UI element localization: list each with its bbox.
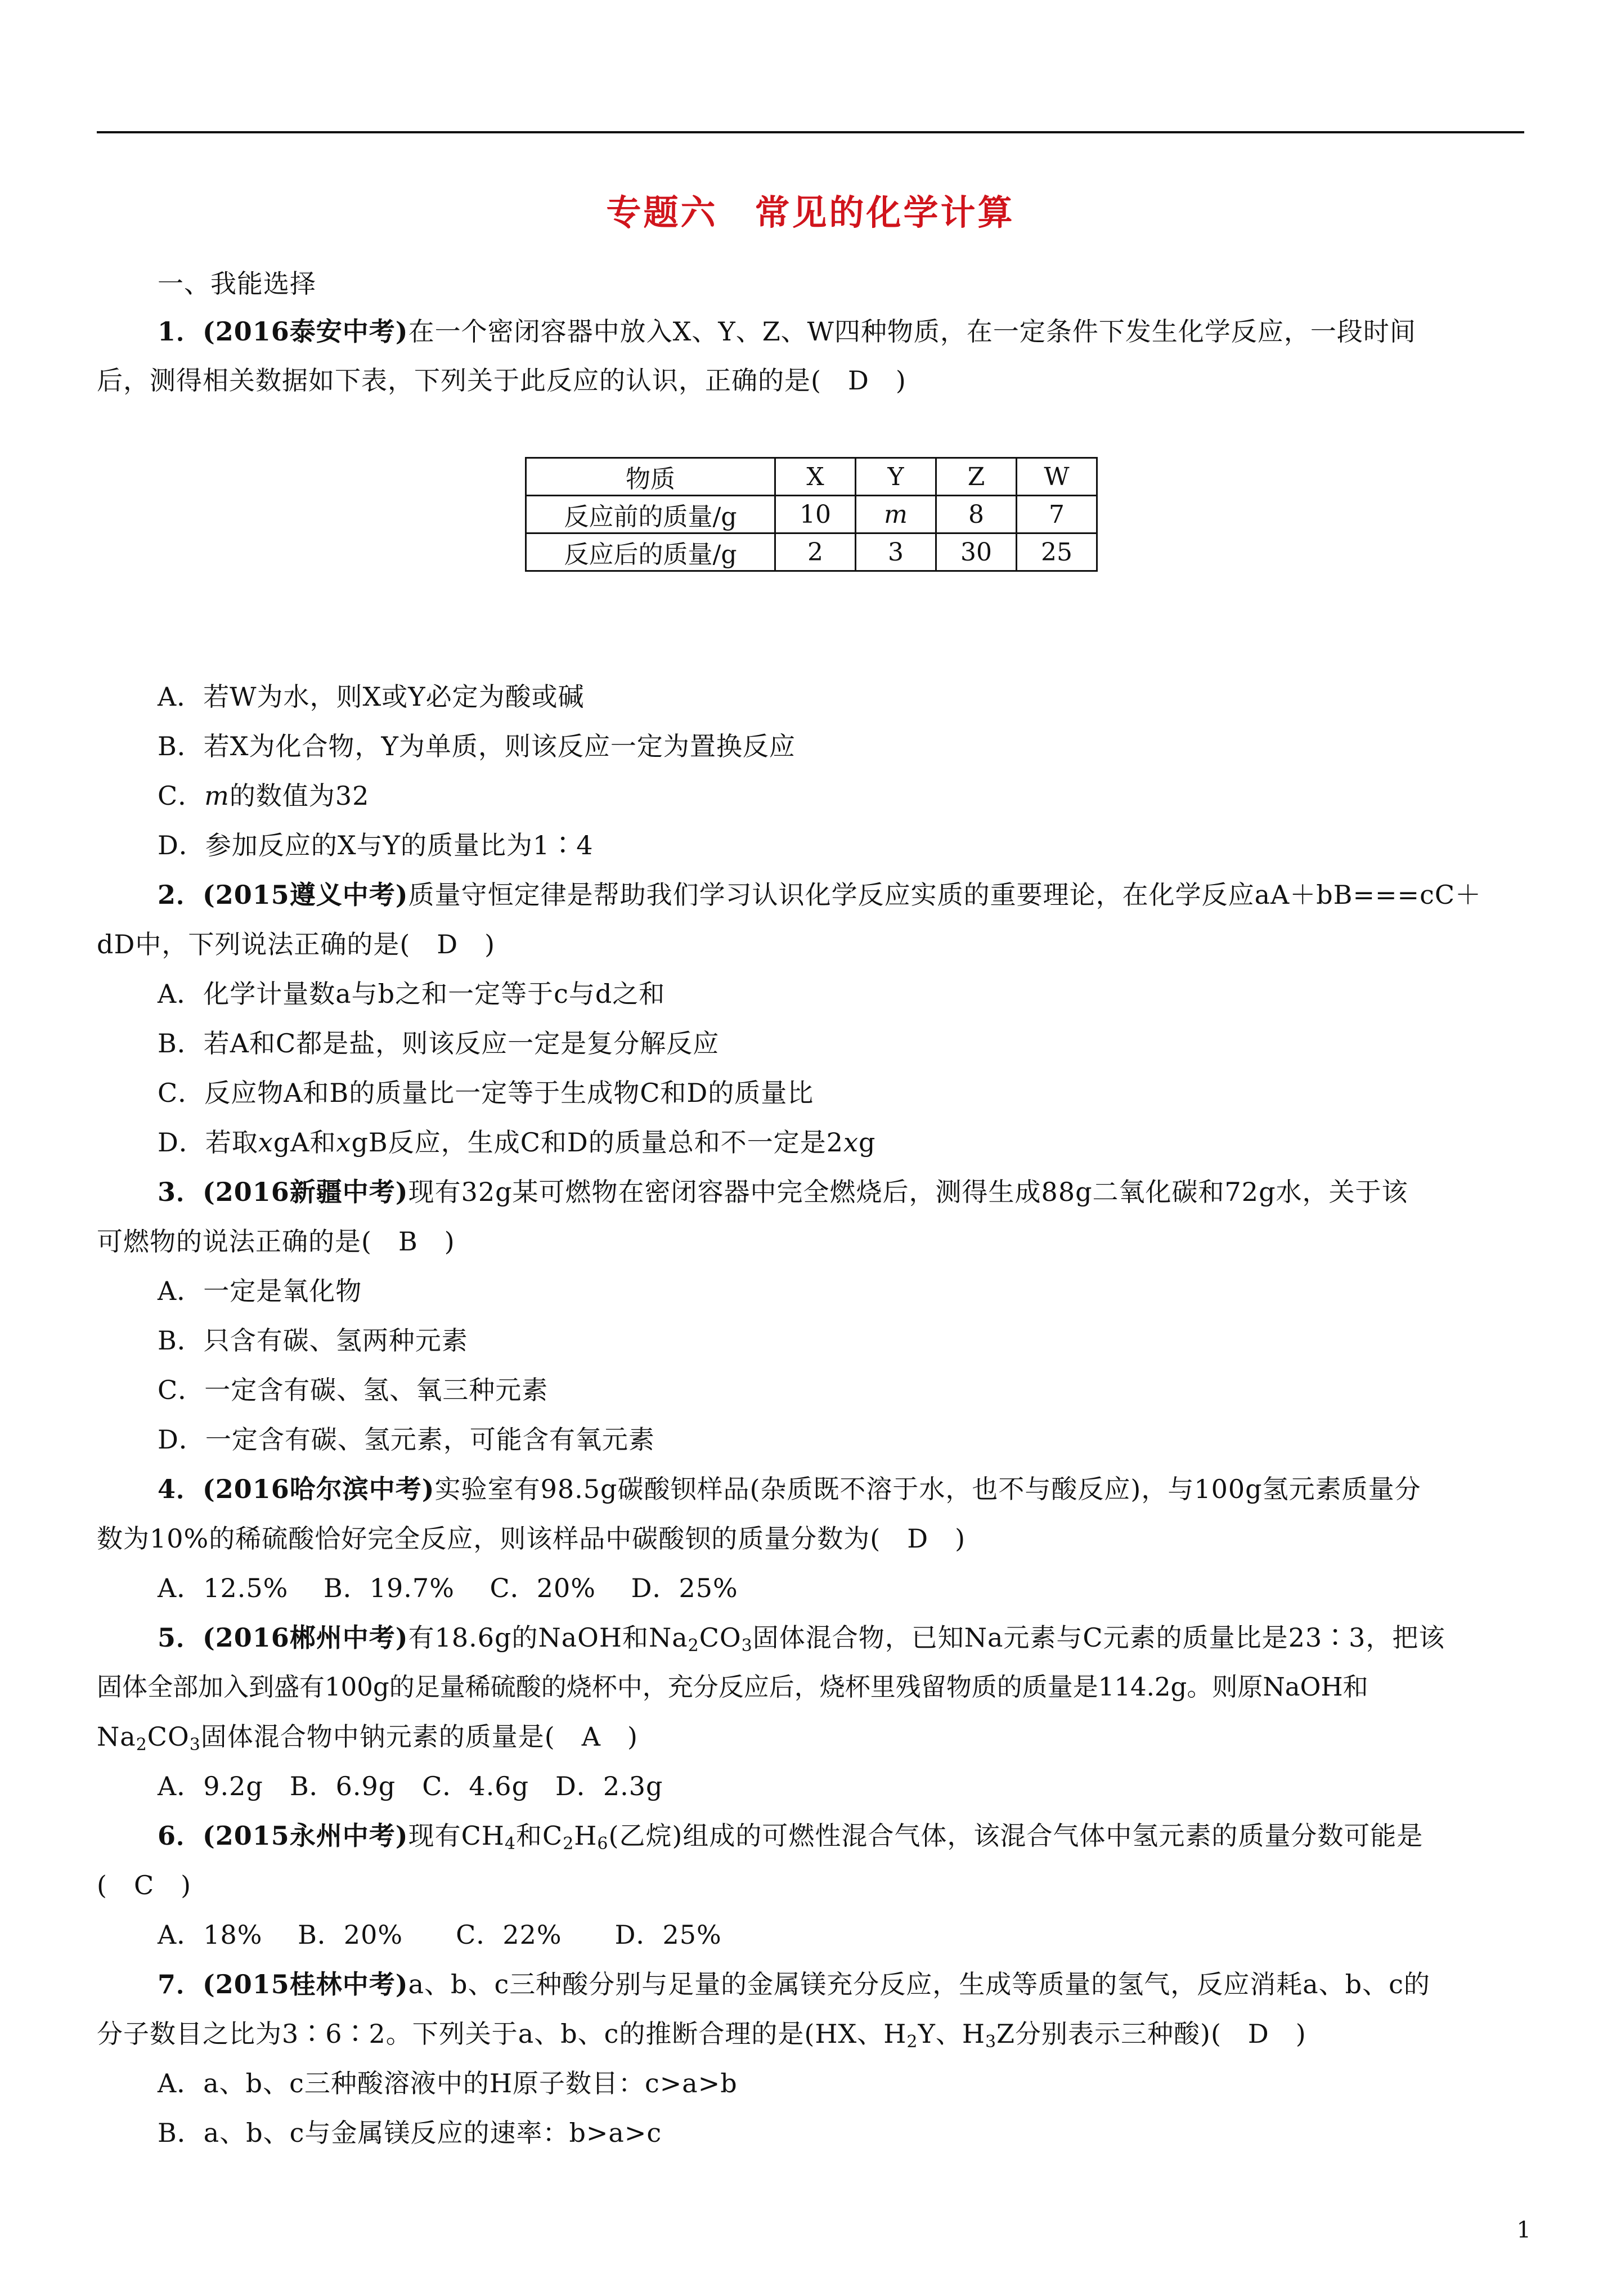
question-source: (2015桂林中考) [203,1969,408,1999]
question-7-line-1 [158,1967,1430,2001]
option-a: A．化学计量数a与b之和一定等于c与d之和 [158,979,666,1009]
table-cell: Z [936,458,1017,496]
variable-m: m [884,500,908,529]
question-number: 4． [158,1474,203,1504]
question-4-line-2: 数为10%的稀硫酸恰好完全反应，则该样品中碳酸钡的质量分数为( D ) [97,1523,966,1554]
variable-x: x [258,1127,273,1158]
question-text: 在一个密闭容器中放入X、Y、Z、W四种物质，在一定条件下发生化学反应，一段时间 [408,316,1416,347]
subscript: 2 [688,1636,699,1656]
table-cell: 25 [1017,533,1097,571]
question-5-line-3 [97,1720,638,1762]
variable-m: m [204,781,230,811]
question-source: (2015永州中考) [203,1820,408,1851]
subscript: 3 [985,2032,997,2052]
question-text: 固体混合物中钠元素的质量是( A ) [200,1721,638,1752]
question-text: 质量守恒定律是帮助我们学习认识化学反应实质的重要理论，在化学反应aA＋bB===cC＋ [408,880,1482,910]
question-text: Y、H [918,2019,985,2049]
question-text: Na [97,1721,136,1752]
question-source: (2016哈尔滨中考) [203,1474,435,1504]
table-cell: Y [856,458,936,496]
question-text: a、b、c三种酸分别与足量的金属镁充分反应，生成等质量的氢气，反应消耗a、b、c的 [408,1969,1430,1999]
page-number: 1 [1516,2217,1531,2243]
option-c [158,779,369,813]
question-number: 1． [158,316,203,347]
subscript: 6 [597,1834,609,1854]
option-text: D．若取 [158,1127,258,1158]
table-cell: 8 [936,496,1017,533]
variable-x: x [336,1127,352,1158]
question-7-line-2 [97,2017,1306,2059]
option-b: B．只含有碳、氢两种元素 [158,1325,468,1356]
question-text: 固体混合物，已知Na元素与C元素的质量比是23∶3，把该 [752,1622,1445,1653]
subscript: 2 [906,2032,918,2052]
question-text: CO [699,1622,742,1653]
option-c: C．反应物A和B的质量比一定等于生成物C和D的质量比 [158,1078,814,1108]
data-table [525,457,1098,572]
option-d [158,1125,875,1159]
question-number: 7． [158,1969,203,1999]
table-cell: X [775,458,856,496]
option-text: gB反应，生成C和D的质量总和不一定是2 [351,1127,844,1158]
option-d: D．一定含有碳、氢元素，可能含有氧元素 [158,1424,655,1455]
option-c: C．一定含有碳、氢、氧三种元素 [158,1375,549,1405]
question-text: Z分别表示三种酸)( D ) [996,2019,1306,2049]
page-title: 专题六 常见的化学计算 [606,192,1015,233]
table-row [526,496,1097,533]
question-6-line-2: ( C ) [97,1870,192,1900]
question-text: 现有CH [408,1820,505,1851]
question-1-line-1 [158,315,1416,348]
option-text: 的数值为32 [229,781,370,811]
question-text: 现有32g某可燃物在密闭容器中完全燃烧后，测得生成88g二氧化碳和72g水，关于该 [408,1177,1408,1207]
question-3-line-2: 可燃物的说法正确的是( B ) [97,1226,455,1257]
table-row [526,533,1097,571]
section-heading: 一、我能选择 [158,268,316,299]
option-a: A．一定是氧化物 [158,1276,362,1306]
question-text: H [574,1820,598,1851]
option-b: B．a、b、c与金属镁反应的速率：b>a>c [158,2118,662,2148]
question-source: (2016郴州中考) [203,1622,408,1653]
table-cell: 2 [775,533,856,571]
options-row: A．18% B．20% C．22% D．25% [158,1920,722,1950]
subscript: 3 [741,1636,753,1656]
header-rule [97,131,1524,133]
table-header-row [526,458,1097,496]
option-b: B．若X为化合物，Y为单质，则该反应一定为置换反应 [158,731,796,761]
question-source: (2016新疆中考) [203,1177,408,1207]
question-6-line-1 [158,1819,1423,1861]
question-number: 2． [158,880,203,910]
options-row: A．12.5% B．19.7% C．20% D．25% [158,1573,738,1603]
question-1-line-2: 后，测得相关数据如下表，下列关于此反应的认识，正确的是( D ) [97,365,906,396]
table-cell [856,496,936,533]
question-5-line-2: 固体全部加入到盛有100g的足量稀硫酸的烧杯中，充分反应后，烧杯里残留物质的质量是114.2g。则原NaOH和 [97,1672,1368,1702]
table-cell: 7 [1017,496,1097,533]
question-number: 3． [158,1177,203,1207]
question-source: (2015遵义中考) [203,880,408,910]
question-text: CO [147,1721,190,1752]
question-text: 有18.6g的NaOH和Na [408,1622,688,1653]
table-cell: 反应前的质量/g [526,496,775,533]
option-text: gA和 [273,1127,336,1158]
option-a: A．a、b、c三种酸溶液中的H原子数目：c>a>b [158,2068,738,2098]
option-text: g [859,1127,876,1158]
option-d: D．参加反应的X与Y的质量比为1∶4 [158,830,594,860]
subscript: 4 [504,1834,516,1854]
options-row: A．9.2g B．6.9g C．4.6g D．2.3g [158,1771,663,1801]
question-number: 5． [158,1622,203,1653]
question-text: 分子数目之比为3∶6∶2。下列关于a、b、c的推断合理的是(HX、H [97,2019,907,2049]
question-text: 实验室有98.5g碳酸钡样品(杂质既不溶于水，也不与酸反应)，与100g氢元素质量分 [434,1474,1421,1504]
question-2-line-2: dD中，下列说法正确的是( D ) [97,929,496,959]
option-a: A．若W为水，则X或Y必定为酸或碱 [158,681,585,712]
subscript: 2 [563,1834,574,1854]
table-cell: W [1017,458,1097,496]
table-cell: 30 [936,533,1017,571]
question-number: 6． [158,1820,203,1851]
question-3-line-1 [158,1175,1408,1209]
question-text: 和C [515,1820,563,1851]
table-cell: 10 [775,496,856,533]
question-5-line-1 [158,1621,1445,1663]
question-2-line-1 [158,878,1481,912]
option-label: C． [158,781,205,811]
table-cell: 反应后的质量/g [526,533,775,571]
table-cell: 3 [856,533,936,571]
question-4-line-1 [158,1472,1421,1506]
question-text: (乙烷)组成的可燃性混合气体，该混合气体中氢元素的质量分数可能是 [608,1820,1424,1851]
variable-x: x [843,1127,859,1158]
table-cell: 物质 [526,458,775,496]
subscript: 3 [189,1735,201,1755]
option-b: B．若A和C都是盐，则该反应一定是复分解反应 [158,1028,720,1059]
subscript: 2 [136,1735,147,1755]
question-source: (2016泰安中考) [203,316,408,347]
